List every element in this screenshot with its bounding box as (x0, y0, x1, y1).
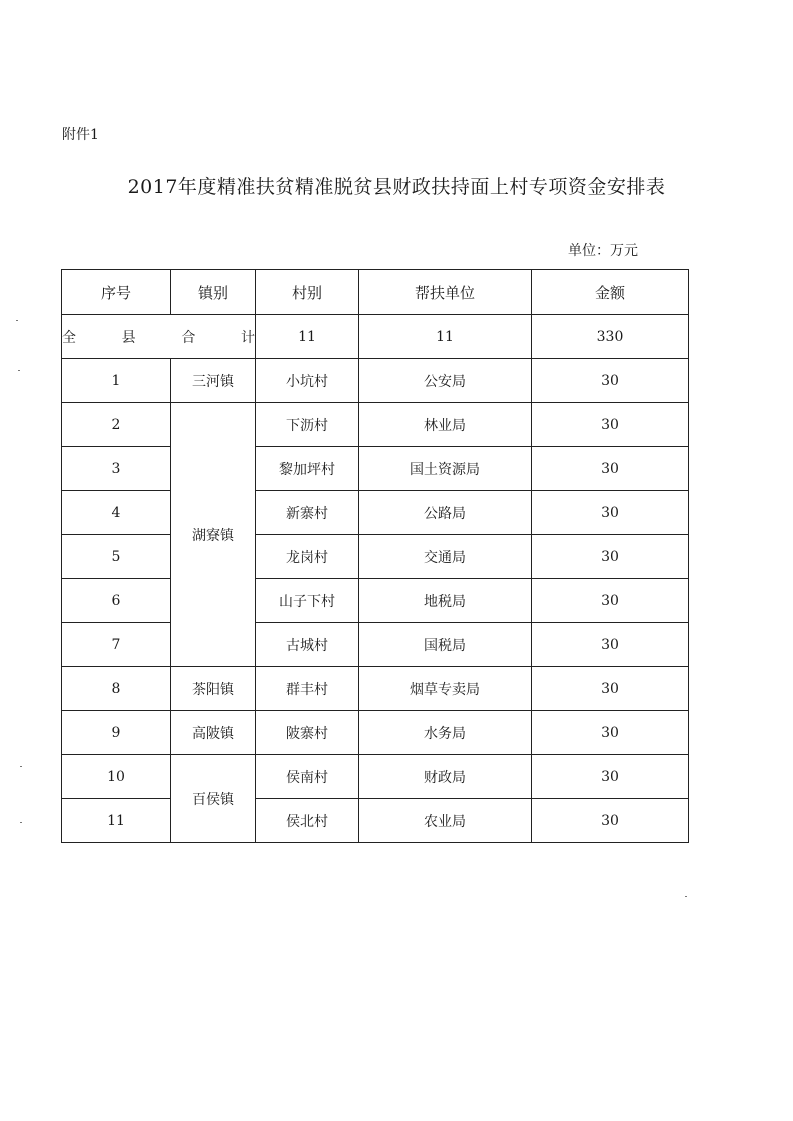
town-cell: 百侯镇 (171, 755, 256, 843)
amount-cell: 30 (532, 667, 689, 711)
row-number: 7 (62, 623, 171, 667)
table-row (62, 755, 689, 799)
scan-speck (16, 320, 18, 321)
town-cell: 湖寮镇 (171, 403, 256, 667)
amount-cell: 30 (532, 579, 689, 623)
amount-cell: 30 (532, 403, 689, 447)
scan-speck (20, 766, 22, 767)
amount-cell: 30 (532, 711, 689, 755)
unit-cell: 林业局 (359, 403, 532, 447)
unit-cell: 交通局 (359, 535, 532, 579)
village-cell: 龙岗村 (256, 535, 359, 579)
row-number: 2 (62, 403, 171, 447)
amount-cell: 30 (532, 491, 689, 535)
table-row (62, 579, 689, 623)
total-row (62, 315, 689, 359)
village-cell: 下沥村 (256, 403, 359, 447)
unit-cell: 公安局 (359, 359, 532, 403)
village-cell: 群丰村 (256, 667, 359, 711)
table-header-row (62, 270, 689, 315)
row-number: 1 (62, 359, 171, 403)
table-row (62, 535, 689, 579)
unit-cell: 水务局 (359, 711, 532, 755)
unit-cell: 烟草专卖局 (359, 667, 532, 711)
town-cell: 高陂镇 (171, 711, 256, 755)
attachment-label: 附件1 (62, 127, 99, 143)
header-cell: 金额 (532, 270, 689, 315)
amount-cell: 30 (532, 623, 689, 667)
unit-cell: 农业局 (359, 799, 532, 843)
village-cell: 黎加坪村 (256, 447, 359, 491)
header-cell: 序号 (62, 270, 171, 315)
header-cell: 村别 (256, 270, 359, 315)
amount-cell: 30 (532, 535, 689, 579)
table-row (62, 359, 689, 403)
header-cell: 镇别 (171, 270, 256, 315)
unit-cell: 财政局 (359, 755, 532, 799)
village-cell: 侯北村 (256, 799, 359, 843)
village-cell: 侯南村 (256, 755, 359, 799)
table-row (62, 667, 689, 711)
village-cell: 山子下村 (256, 579, 359, 623)
document-title: 2017年度精准扶贫精准脱贫县财政扶持面上村专项资金安排表 (127, 176, 666, 198)
unit-note: 单位：万元 (568, 243, 638, 259)
unit-cell: 地税局 (359, 579, 532, 623)
amount-cell: 30 (532, 799, 689, 843)
total-units: 11 (359, 315, 532, 359)
total-label: 全县合计 (62, 315, 256, 359)
row-number: 8 (62, 667, 171, 711)
row-number: 6 (62, 579, 171, 623)
table-row (62, 799, 689, 843)
scan-speck (18, 370, 20, 371)
table-row (62, 711, 689, 755)
scan-speck (20, 822, 22, 823)
scan-speck (685, 896, 687, 897)
unit-cell: 公路局 (359, 491, 532, 535)
town-cell: 茶阳镇 (171, 667, 256, 711)
row-number: 3 (62, 447, 171, 491)
row-number: 4 (62, 491, 171, 535)
row-number: 11 (62, 799, 171, 843)
total-amount: 330 (532, 315, 689, 359)
village-cell: 古城村 (256, 623, 359, 667)
header-cell: 帮扶单位 (359, 270, 532, 315)
unit-cell: 国税局 (359, 623, 532, 667)
village-cell: 小坑村 (256, 359, 359, 403)
amount-cell: 30 (532, 755, 689, 799)
total-villages: 11 (256, 315, 359, 359)
unit-cell: 国土资源局 (359, 447, 532, 491)
row-number: 9 (62, 711, 171, 755)
table-row (62, 403, 689, 447)
row-number: 5 (62, 535, 171, 579)
funding-table (61, 269, 689, 843)
village-cell: 陂寨村 (256, 711, 359, 755)
amount-cell: 30 (532, 447, 689, 491)
table-row (62, 447, 689, 491)
table-row (62, 623, 689, 667)
table-row (62, 491, 689, 535)
table-body (62, 270, 689, 843)
town-cell: 三河镇 (171, 359, 256, 403)
amount-cell: 30 (532, 359, 689, 403)
row-number: 10 (62, 755, 171, 799)
village-cell: 新寨村 (256, 491, 359, 535)
